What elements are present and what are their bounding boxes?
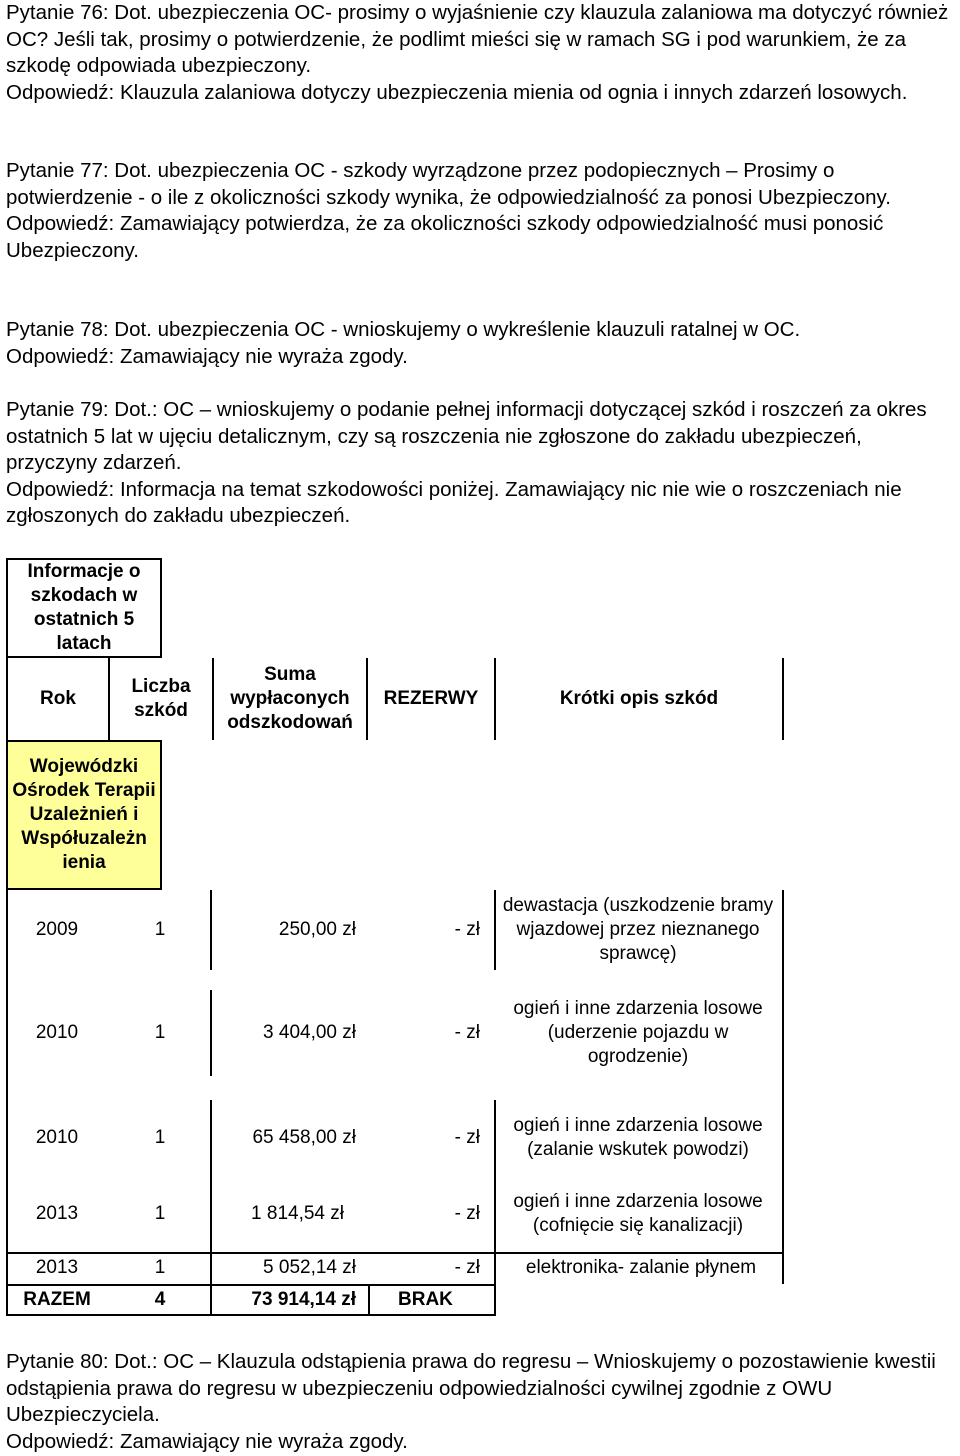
grid-line — [6, 1252, 784, 1254]
total-sum: 73 914,14 zł — [251, 1289, 356, 1310]
claims-table — [6, 558, 796, 1318]
question-text: Dot. ubezpieczenia OC - wnioskujemy o wykreślenie klauzuli ratalnej w OC. — [108, 318, 801, 341]
question-77 — [6, 158, 956, 264]
cell-reserve: - zł — [454, 1022, 480, 1043]
grid-line — [6, 1284, 494, 1286]
cell-year: 2013 — [35, 1203, 79, 1224]
question-text: Dot.: OC – wnioskujemy o podanie pełnej informacji dotyczącej szkód i roszczeń za okres ostatnich 5 lat w ujęciu detalicznym, czy są roszczenia nie zgłoszone do zakładu ubezpieczeń, przyczyny zdarzeń. — [6, 398, 927, 474]
col-header-reserve: REZERWY — [383, 688, 479, 709]
col-header-desc: Krótki opis szkód — [494, 658, 784, 740]
cell-reserve: - zł — [454, 1203, 480, 1224]
grid-line — [494, 890, 496, 970]
cell-desc: ogień i inne zdarzenia losowe (cofnięcie się kanalizacji) — [513, 1191, 763, 1236]
grid-line — [6, 1314, 494, 1316]
question-text: Dot. ubezpieczenia OC- prosimy o wyjaśnienie czy klauzula zalaniowa ma dotyczyć również OC? Jeśli tak, prosimy o potwierdzenie, że podlimt mieści się w ramach SG i pod warunkiem, że za szkodę odpowiada ubezpieczony. — [6, 1, 949, 77]
grid-line — [210, 990, 212, 1076]
question-78 — [6, 317, 956, 370]
col-header-sum: Suma wypłaconych odszkodowań — [212, 658, 368, 740]
grid-line — [210, 890, 212, 970]
cell-reserve: - zł — [454, 1127, 480, 1148]
cell-reserve: - zł — [454, 1257, 480, 1278]
total-count: 4 — [154, 1289, 166, 1310]
cell-count: 1 — [154, 1257, 166, 1278]
cell-desc: ogień i inne zdarzenia losowe (zalanie wskutek powodzi) — [513, 1115, 763, 1160]
cell-sum: 3 404,00 zł — [263, 1022, 356, 1043]
cell-desc: dewastacja (uszkodzenie bramy wjazdowej przez nieznanego sprawcę) — [502, 895, 774, 964]
cell-sum: 5 052,14 zł — [263, 1257, 356, 1278]
question-label: Pytanie 79: — [6, 398, 109, 421]
cell-reserve: - zł — [454, 919, 480, 940]
answer-text: Zamawiający nie wyraża zgody. — [114, 1429, 408, 1453]
answer-text: Klauzula zalaniowa dotyczy ubezpieczenia mienia od ognia i innych zdarzeń losowych. — [114, 80, 908, 104]
grid-line — [368, 1284, 370, 1316]
answer-label: Odpowiedź: — [6, 477, 115, 501]
grid-line — [494, 1284, 496, 1316]
question-79 — [6, 397, 956, 530]
cell-year: 2009 — [35, 919, 79, 940]
cell-desc: elektronika- zalanie płynem — [525, 1257, 757, 1278]
info-header-cell: Informacje o szkodach w ostatnich 5 latach — [6, 558, 162, 658]
cell-year: 2010 — [35, 1022, 79, 1043]
answer-label: Odpowiedź: — [6, 344, 115, 368]
answer-text: Informacja na temat szkodowości poniżej. Zamawiający nic nie wie o roszczeniach nie zgłoszonych do zakładu ubezpieczeń. — [6, 477, 902, 527]
cell-sum: 1 814,54 zł — [251, 1203, 344, 1224]
total-label: RAZEM — [23, 1289, 91, 1310]
question-label: Pytanie 76: — [6, 1, 109, 24]
col-header-year: Rok — [6, 658, 108, 740]
question-text: Dot. ubezpieczenia OC - szkody wyrządzone przez podopiecznych – Prosimy o potwierdzenie - o ile z okoliczności szkody wynika, że odpowiedzialność za ponosi Ubezpieczony. — [6, 159, 891, 209]
cell-count: 1 — [154, 919, 166, 940]
grid-line — [782, 890, 784, 1284]
question-76 — [6, 0, 956, 106]
cell-year: 2013 — [35, 1257, 79, 1278]
cell-desc: ogień i inne zdarzenia losowe (uderzenie pojazdu w ogrodzenie) — [513, 998, 763, 1067]
answer-text: Zamawiający potwierdza, że za okoliczności szkody odpowiedzialność musi ponosić Ubezpieczony. — [6, 212, 884, 262]
question-label: Pytanie 80: — [6, 1350, 109, 1373]
question-text: Dot.: OC – Klauzula odstąpienia prawa do regresu – Wnioskujemy o pozostawienie kwestii odstąpienia prawa do regresu w ubezpieczeniu odpowiedzialności cywilnej zgodnie z OWU Ubezpieczyciela. — [6, 1350, 936, 1426]
cell-count: 1 — [154, 1022, 166, 1043]
cell-count: 1 — [154, 1127, 166, 1148]
answer-label: Odpowiedź: — [6, 1429, 115, 1453]
cell-count: 1 — [154, 1203, 166, 1224]
col-header-count: Liczba szkód — [108, 658, 212, 740]
entity-name-cell: Wojewódzki Ośrodek Terapii Uzależnień i Współuzależn ienia — [6, 740, 162, 890]
cell-sum: 65 458,00 zł — [252, 1127, 356, 1148]
question-label: Pytanie 78: — [6, 318, 109, 341]
total-reserve: BRAK — [398, 1289, 453, 1310]
question-80 — [6, 1349, 956, 1455]
answer-label: Odpowiedź: — [6, 80, 115, 104]
grid-line — [494, 1100, 496, 1284]
answer-text: Zamawiający nie wyraża zgody. — [114, 344, 408, 368]
cell-sum: 250,00 zł — [278, 919, 356, 940]
answer-label: Odpowiedź: — [6, 212, 115, 235]
cell-year: 2010 — [35, 1127, 79, 1148]
question-label: Pytanie 77: — [6, 159, 109, 182]
